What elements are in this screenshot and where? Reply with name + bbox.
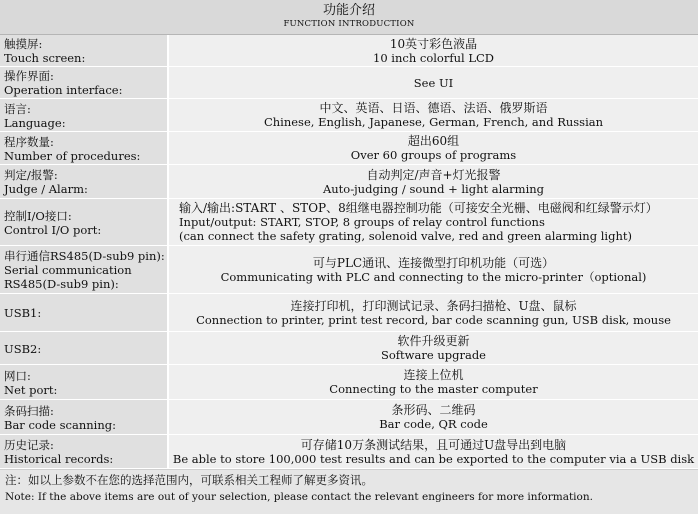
value-cell xyxy=(169,199,698,245)
label-en: Serial communication xyxy=(4,263,132,277)
label-zh: 控制I/O接口: xyxy=(4,208,72,223)
value-en: Be able to store 100,000 test results and can be exported to the computer via a USB disk xyxy=(172,451,695,466)
label-zh: 条码扫描: xyxy=(4,403,54,418)
value-zh: 连接打印机，打印测试记录、条码扫描枪、U盘、鼠标 xyxy=(290,298,577,313)
value-zh: 超出60组 xyxy=(407,134,460,148)
value-cell xyxy=(169,99,698,131)
value-cell xyxy=(169,35,698,66)
label-cell xyxy=(0,199,169,245)
footnote xyxy=(0,469,698,514)
table-title xyxy=(0,0,698,35)
value-zh: 自动判定/声音+灯光报警 xyxy=(366,167,501,182)
note-en: Note: If the above items are out of your selection, please contact the relevant engineers for more information. xyxy=(5,491,593,503)
value-zh: 10英寸彩色液晶 xyxy=(389,36,478,51)
label-zh: 语言: xyxy=(4,101,31,116)
row-touch-screen xyxy=(0,35,698,67)
label-cell xyxy=(0,35,169,66)
value-cell xyxy=(169,165,698,198)
value-cell xyxy=(169,435,698,468)
label-zh: 串行通信RS485(D-sub9 pin): xyxy=(4,249,165,263)
value-en: 10 inch colorful LCD xyxy=(373,50,494,65)
value-en: See UI xyxy=(413,75,454,90)
row-control-io-port xyxy=(0,199,698,246)
title-english: FUNCTION INTRODUCTION xyxy=(283,19,415,29)
value-en: Over 60 groups of programs xyxy=(350,148,517,162)
row-operation-interface xyxy=(0,67,698,99)
row-judge-alarm xyxy=(0,165,698,199)
label-en: Number of procedures: xyxy=(4,148,141,163)
value-zh: 可存储10万条测试结果，且可通过U盘导出到电脑 xyxy=(300,437,567,452)
value-zh: 连接上位机 xyxy=(403,368,464,382)
value-en: Chinese, English, Japanese, German, French, and Russian xyxy=(263,115,604,129)
label-cell xyxy=(0,132,169,164)
value-en-line2: (can connect the safety grating, solenoid valve, red and green alarming light) xyxy=(179,229,632,243)
value-zh: 可与PLC通讯、连接微型打印机功能（可选） xyxy=(312,255,555,270)
label-cell xyxy=(0,99,169,131)
title-chinese: 功能介绍 xyxy=(322,3,375,18)
value-en: Input/output: START, STOP, 8 groups of relay control functions xyxy=(179,215,545,229)
value-zh: 输入/输出:START 、STOP、8组继电器控制功能（可接安全光栅、电磁阀和红绿警示灯） xyxy=(179,201,658,215)
label-en-line2: RS485(D-sub9 pin): xyxy=(4,277,119,291)
value-zh: 条形码、二维码 xyxy=(391,403,476,417)
label-zh: 历史记录: xyxy=(4,438,54,452)
label-en: USB1: xyxy=(4,306,42,320)
value-en: Auto-judging / sound + light alarming xyxy=(322,181,545,196)
label-cell xyxy=(0,365,169,399)
label-en: Judge / Alarm: xyxy=(4,182,88,196)
row-language xyxy=(0,99,698,132)
label-cell xyxy=(0,400,169,434)
value-zh: 中文、英语、日语、德语、法语、俄罗斯语 xyxy=(319,101,548,115)
value-cell xyxy=(169,67,698,98)
value-cell xyxy=(169,294,698,331)
label-en: Touch screen: xyxy=(4,51,86,65)
row-net-port xyxy=(0,365,698,400)
row-historical-records xyxy=(0,435,698,469)
value-en: Connection to printer, print test record, bar code scanning gun, USB disk, mouse xyxy=(196,312,671,327)
row-usb2 xyxy=(0,332,698,365)
value-cell xyxy=(169,332,698,364)
spec-table xyxy=(0,35,698,469)
label-en: Bar code scanning: xyxy=(4,417,116,432)
value-cell xyxy=(169,365,698,399)
label-en: USB2: xyxy=(4,341,42,356)
row-serial-communication xyxy=(0,246,698,294)
row-usb1 xyxy=(0,294,698,332)
label-cell xyxy=(0,332,169,364)
label-zh: 触摸屏: xyxy=(4,37,43,51)
label-zh: 网口: xyxy=(4,368,31,383)
label-cell xyxy=(0,67,169,98)
value-en: Communicating with PLC and connecting to the micro-printer（optional) xyxy=(220,269,647,284)
label-cell xyxy=(0,246,169,293)
value-cell xyxy=(169,132,698,164)
label-zh: 操作界面: xyxy=(4,69,54,83)
value-cell xyxy=(169,400,698,434)
label-cell xyxy=(0,435,169,468)
label-zh: 判定/报警: xyxy=(4,168,58,182)
value-zh: 软件升级更新 xyxy=(397,334,470,348)
label-en: Historical records: xyxy=(4,452,114,466)
value-en: Connecting to the master computer xyxy=(329,382,538,396)
value-cell xyxy=(169,246,698,293)
note-zh: 注：如以上参数不在您的选择范围内，可联系相关工程师了解更多资讯。 xyxy=(5,473,373,487)
value-en: Bar code, QR code xyxy=(379,417,488,431)
label-en: Net port: xyxy=(4,382,58,397)
row-number-of-procedures xyxy=(0,132,698,165)
label-cell xyxy=(0,294,169,331)
label-en: Control I/O port: xyxy=(4,222,102,237)
row-bar-code-scanning xyxy=(0,400,698,435)
value-en: Software upgrade xyxy=(381,348,486,362)
label-cell xyxy=(0,165,169,198)
label-en: Operation interface: xyxy=(4,83,123,97)
label-en: Language: xyxy=(4,115,66,130)
label-zh: 程序数量: xyxy=(4,134,54,149)
